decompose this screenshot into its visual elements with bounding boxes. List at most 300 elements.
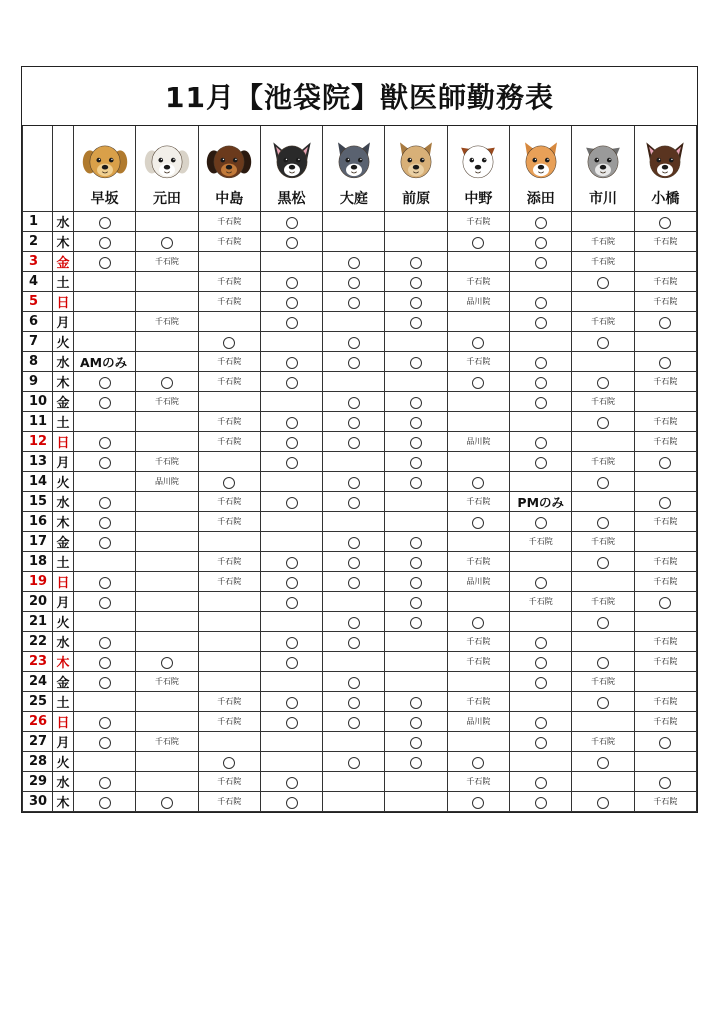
on-duty-circle-icon <box>535 577 547 589</box>
weekday-cell: 金 <box>53 672 74 692</box>
shift-cell <box>136 632 198 652</box>
shift-cell <box>74 512 136 532</box>
shift-cell <box>74 332 136 352</box>
on-duty-circle-icon <box>410 317 422 329</box>
branch-shift: 千石院 <box>136 732 198 752</box>
day-row <box>23 292 697 312</box>
date-cell: 19 <box>23 572 53 592</box>
date-cell: 23 <box>23 652 53 672</box>
shift-cell <box>198 652 260 672</box>
branch-shift: 千石院 <box>447 552 509 572</box>
branch-shift: 千石院 <box>447 632 509 652</box>
on-duty-circle-icon <box>535 777 547 789</box>
on-duty-circle-icon <box>535 217 547 229</box>
shift-cell <box>385 792 447 812</box>
shift-cell <box>260 712 322 732</box>
shift-cell <box>136 532 198 552</box>
on-duty-circle-icon <box>286 697 298 709</box>
shift-cell <box>447 372 509 392</box>
branch-shift: 千石院 <box>447 492 509 512</box>
branch-shift: 千石院 <box>634 372 696 392</box>
shift-cell <box>260 392 322 412</box>
shift-cell <box>447 672 509 692</box>
shift-cell <box>634 592 696 612</box>
date-cell: 10 <box>23 392 53 412</box>
weekday-cell: 土 <box>53 552 74 572</box>
staff-header <box>74 126 136 212</box>
shift-cell <box>74 472 136 492</box>
staff-name: 中野 <box>464 191 493 207</box>
shift-cell <box>447 472 509 492</box>
shift-cell <box>385 352 447 372</box>
on-duty-circle-icon <box>597 657 609 669</box>
shift-cell <box>447 792 509 812</box>
date-cell: 20 <box>23 592 53 612</box>
shift-cell <box>447 612 509 632</box>
shift-cell <box>260 692 322 712</box>
day-row <box>23 612 697 632</box>
on-duty-circle-icon <box>99 777 111 789</box>
on-duty-circle-icon <box>472 617 484 629</box>
day-row <box>23 272 697 292</box>
on-duty-circle-icon <box>472 797 484 809</box>
on-duty-circle-icon <box>472 517 484 529</box>
shift-cell <box>385 432 447 452</box>
shift-cell <box>74 532 136 552</box>
shift-cell <box>260 732 322 752</box>
date-cell: 16 <box>23 512 53 532</box>
shift-cell <box>136 712 198 732</box>
on-duty-circle-icon <box>99 637 111 649</box>
shift-cell <box>510 712 572 732</box>
shift-cell <box>634 612 696 632</box>
on-duty-circle-icon <box>286 457 298 469</box>
branch-shift: 千石院 <box>634 292 696 312</box>
shift-cell <box>572 512 634 532</box>
on-duty-circle-icon <box>286 277 298 289</box>
day-row <box>23 392 697 412</box>
shift-cell <box>136 652 198 672</box>
on-duty-circle-icon <box>348 757 360 769</box>
on-duty-circle-icon <box>99 257 111 269</box>
shift-cell <box>323 492 385 512</box>
branch-shift: 品川院 <box>447 292 509 312</box>
shift-note: PMのみ <box>510 492 572 512</box>
on-duty-circle-icon <box>410 357 422 369</box>
shift-cell <box>385 532 447 552</box>
shift-cell <box>323 792 385 812</box>
date-cell: 15 <box>23 492 53 512</box>
on-duty-circle-icon <box>348 297 360 309</box>
on-duty-circle-icon <box>410 577 422 589</box>
on-duty-circle-icon <box>535 357 547 369</box>
shift-cell <box>323 592 385 612</box>
on-duty-circle-icon <box>472 477 484 489</box>
shift-cell <box>572 212 634 232</box>
on-duty-circle-icon <box>348 577 360 589</box>
branch-shift: 千石院 <box>572 452 634 472</box>
corner-cell <box>53 126 74 212</box>
shift-cell <box>260 332 322 352</box>
dachshund-tan-dog-icon <box>74 138 135 184</box>
on-duty-circle-icon <box>286 637 298 649</box>
shift-cell <box>510 332 572 352</box>
shift-cell <box>510 432 572 452</box>
shift-cell <box>385 692 447 712</box>
branch-shift: 千石院 <box>572 312 634 332</box>
on-duty-circle-icon <box>535 297 547 309</box>
shift-cell <box>572 332 634 352</box>
shift-cell <box>323 632 385 652</box>
branch-shift: 千石院 <box>198 512 260 532</box>
on-duty-circle-icon <box>535 717 547 729</box>
date-cell: 12 <box>23 432 53 452</box>
shift-cell <box>74 412 136 432</box>
shift-cell <box>323 432 385 452</box>
shift-cell <box>572 272 634 292</box>
shift-cell <box>634 492 696 512</box>
shift-cell <box>260 372 322 392</box>
on-duty-circle-icon <box>597 797 609 809</box>
shift-cell <box>136 592 198 612</box>
on-duty-circle-icon <box>286 377 298 389</box>
shift-cell <box>74 392 136 412</box>
shih-tzu-dog-icon <box>136 138 197 184</box>
day-row <box>23 732 697 752</box>
on-duty-circle-icon <box>659 457 671 469</box>
branch-shift: 千石院 <box>510 532 572 552</box>
on-duty-circle-icon <box>286 577 298 589</box>
on-duty-circle-icon <box>99 237 111 249</box>
shift-cell <box>136 352 198 372</box>
shift-cell <box>510 692 572 712</box>
day-row <box>23 652 697 672</box>
on-duty-circle-icon <box>161 657 173 669</box>
day-row <box>23 692 697 712</box>
date-cell: 28 <box>23 752 53 772</box>
staff-header <box>510 126 572 212</box>
date-cell: 5 <box>23 292 53 312</box>
day-row <box>23 552 697 572</box>
branch-shift: 千石院 <box>572 252 634 272</box>
shift-cell <box>634 672 696 692</box>
on-duty-circle-icon <box>223 337 235 349</box>
shift-cell <box>198 332 260 352</box>
branch-shift: 千石院 <box>198 432 260 452</box>
shift-cell <box>385 212 447 232</box>
shift-cell <box>634 452 696 472</box>
on-duty-circle-icon <box>410 457 422 469</box>
date-cell: 14 <box>23 472 53 492</box>
branch-shift: 千石院 <box>634 272 696 292</box>
on-duty-circle-icon <box>410 697 422 709</box>
shift-cell <box>385 392 447 412</box>
shift-cell <box>260 592 322 612</box>
shift-cell <box>198 392 260 412</box>
shift-cell <box>634 312 696 332</box>
shift-cell <box>385 452 447 472</box>
shift-cell <box>136 572 198 592</box>
date-cell: 21 <box>23 612 53 632</box>
on-duty-circle-icon <box>535 437 547 449</box>
branch-shift: 千石院 <box>198 372 260 392</box>
branch-shift: 千石院 <box>136 672 198 692</box>
on-duty-circle-icon <box>410 477 422 489</box>
shift-cell <box>572 492 634 512</box>
shift-cell <box>634 772 696 792</box>
schedule-table <box>22 126 697 812</box>
on-duty-circle-icon <box>597 617 609 629</box>
french-bulldog-dog-icon <box>261 138 322 184</box>
shift-cell <box>572 372 634 392</box>
shift-cell <box>74 632 136 652</box>
shift-cell <box>74 792 136 812</box>
shift-cell <box>198 592 260 612</box>
shift-cell <box>74 372 136 392</box>
on-duty-circle-icon <box>223 477 235 489</box>
shift-cell <box>136 792 198 812</box>
papillon-dog-icon <box>635 138 696 184</box>
shift-cell <box>510 392 572 412</box>
date-cell: 27 <box>23 732 53 752</box>
on-duty-circle-icon <box>99 537 111 549</box>
on-duty-circle-icon <box>597 697 609 709</box>
on-duty-circle-icon <box>659 737 671 749</box>
shift-cell <box>323 392 385 412</box>
shift-cell <box>385 572 447 592</box>
shift-cell <box>136 512 198 532</box>
shift-cell <box>74 492 136 512</box>
on-duty-circle-icon <box>659 217 671 229</box>
on-duty-circle-icon <box>348 477 360 489</box>
shift-cell <box>260 612 322 632</box>
shift-cell <box>74 232 136 252</box>
on-duty-circle-icon <box>410 417 422 429</box>
weekday-cell: 火 <box>53 752 74 772</box>
day-row <box>23 432 697 452</box>
on-duty-circle-icon <box>348 617 360 629</box>
day-row <box>23 232 697 252</box>
branch-shift: 千石院 <box>198 272 260 292</box>
shift-cell <box>198 472 260 492</box>
weekday-cell: 水 <box>53 352 74 372</box>
shift-cell <box>510 732 572 752</box>
shift-cell <box>572 432 634 452</box>
shift-cell <box>447 412 509 432</box>
shift-cell <box>323 412 385 432</box>
shift-cell <box>323 572 385 592</box>
shift-cell <box>510 252 572 272</box>
shift-cell <box>323 532 385 552</box>
page-title: 11月【池袋院】獣医師勤務表 <box>22 67 697 126</box>
on-duty-circle-icon <box>472 757 484 769</box>
shift-cell <box>447 592 509 612</box>
day-row <box>23 312 697 332</box>
shift-cell <box>572 632 634 652</box>
shift-cell <box>260 232 322 252</box>
shift-cell <box>198 252 260 272</box>
branch-shift: 千石院 <box>198 412 260 432</box>
branch-shift: 千石院 <box>634 232 696 252</box>
branch-shift: 千石院 <box>136 252 198 272</box>
branch-shift: 千石院 <box>136 452 198 472</box>
shift-cell <box>136 332 198 352</box>
shift-cell <box>323 752 385 772</box>
shift-cell <box>260 312 322 332</box>
weekday-cell: 木 <box>53 652 74 672</box>
shift-cell <box>260 672 322 692</box>
on-duty-circle-icon <box>410 717 422 729</box>
on-duty-circle-icon <box>535 257 547 269</box>
branch-shift: 千石院 <box>572 392 634 412</box>
shift-cell <box>385 292 447 312</box>
shift-cell <box>510 232 572 252</box>
shift-cell <box>74 292 136 312</box>
shift-cell <box>634 352 696 372</box>
date-cell: 26 <box>23 712 53 732</box>
on-duty-circle-icon <box>286 597 298 609</box>
shift-cell <box>510 632 572 652</box>
on-duty-circle-icon <box>410 537 422 549</box>
on-duty-circle-icon <box>535 397 547 409</box>
staff-name: 早坂 <box>90 191 119 207</box>
on-duty-circle-icon <box>99 457 111 469</box>
shift-cell <box>385 332 447 352</box>
branch-shift: 千石院 <box>572 592 634 612</box>
shift-cell <box>74 652 136 672</box>
shift-cell <box>510 312 572 332</box>
shift-cell <box>323 212 385 232</box>
shift-cell <box>74 452 136 472</box>
shift-cell <box>198 732 260 752</box>
shift-cell <box>634 472 696 492</box>
shift-cell <box>510 512 572 532</box>
staff-header <box>260 126 322 212</box>
branch-shift: 千石院 <box>198 792 260 812</box>
branch-shift: 千石院 <box>136 392 198 412</box>
shift-cell <box>198 752 260 772</box>
jack-russell-dog-icon <box>448 138 509 184</box>
shift-cell <box>634 212 696 232</box>
shift-cell <box>572 292 634 312</box>
weekday-cell: 金 <box>53 392 74 412</box>
staff-name: 黒松 <box>277 191 306 207</box>
shift-cell <box>260 272 322 292</box>
shift-cell <box>385 772 447 792</box>
shift-cell <box>572 572 634 592</box>
shift-cell <box>572 652 634 672</box>
shift-cell <box>198 672 260 692</box>
shift-cell <box>510 552 572 572</box>
on-duty-circle-icon <box>410 557 422 569</box>
shift-cell <box>260 492 322 512</box>
shift-cell <box>198 452 260 472</box>
shift-cell <box>447 732 509 752</box>
branch-shift: 千石院 <box>634 552 696 572</box>
day-row <box>23 452 697 472</box>
on-duty-circle-icon <box>535 737 547 749</box>
shift-cell <box>510 412 572 432</box>
shift-cell <box>74 612 136 632</box>
on-duty-circle-icon <box>597 477 609 489</box>
shift-cell <box>572 692 634 712</box>
shift-cell <box>260 292 322 312</box>
weekday-cell: 月 <box>53 312 74 332</box>
shift-cell <box>136 492 198 512</box>
shift-cell <box>136 612 198 632</box>
shift-cell <box>260 252 322 272</box>
shift-cell <box>447 452 509 472</box>
staff-name: 大庭 <box>339 191 368 207</box>
on-duty-circle-icon <box>348 437 360 449</box>
on-duty-circle-icon <box>659 317 671 329</box>
shift-cell <box>385 652 447 672</box>
on-duty-circle-icon <box>99 437 111 449</box>
branch-shift: 千石院 <box>447 212 509 232</box>
shift-cell <box>634 752 696 772</box>
on-duty-circle-icon <box>410 297 422 309</box>
shift-cell <box>385 672 447 692</box>
on-duty-circle-icon <box>597 417 609 429</box>
weekday-cell: 金 <box>53 252 74 272</box>
staff-name: 市川 <box>589 191 618 207</box>
branch-shift: 千石院 <box>447 772 509 792</box>
on-duty-circle-icon <box>659 497 671 509</box>
shift-cell <box>323 512 385 532</box>
shift-cell <box>323 252 385 272</box>
on-duty-circle-icon <box>99 397 111 409</box>
on-duty-circle-icon <box>286 797 298 809</box>
dachshund-black-dog-icon <box>199 138 260 184</box>
shift-cell <box>323 672 385 692</box>
branch-shift: 千石院 <box>447 352 509 372</box>
shift-cell <box>260 572 322 592</box>
on-duty-circle-icon <box>99 377 111 389</box>
shift-cell <box>510 272 572 292</box>
shift-cell <box>260 752 322 772</box>
shift-cell <box>510 292 572 312</box>
on-duty-circle-icon <box>99 217 111 229</box>
shift-cell <box>634 392 696 412</box>
shift-cell <box>136 772 198 792</box>
shift-cell <box>572 352 634 372</box>
shift-cell <box>74 312 136 332</box>
shift-cell <box>385 552 447 572</box>
shift-cell <box>510 652 572 672</box>
branch-shift: 千石院 <box>198 712 260 732</box>
day-row <box>23 472 697 492</box>
shift-cell <box>74 432 136 452</box>
branch-shift: 千石院 <box>634 432 696 452</box>
weekday-cell: 火 <box>53 472 74 492</box>
on-duty-circle-icon <box>99 597 111 609</box>
shift-cell <box>323 612 385 632</box>
shift-cell <box>74 692 136 712</box>
shift-cell <box>634 532 696 552</box>
husky-dog-icon <box>323 138 384 184</box>
weekday-cell: 水 <box>53 772 74 792</box>
on-duty-circle-icon <box>348 497 360 509</box>
on-duty-circle-icon <box>286 497 298 509</box>
branch-shift: 千石院 <box>198 232 260 252</box>
shift-cell <box>323 452 385 472</box>
weekday-cell: 火 <box>53 332 74 352</box>
date-cell: 8 <box>23 352 53 372</box>
on-duty-circle-icon <box>597 337 609 349</box>
on-duty-circle-icon <box>348 397 360 409</box>
day-row <box>23 772 697 792</box>
corner-cell <box>23 126 53 212</box>
